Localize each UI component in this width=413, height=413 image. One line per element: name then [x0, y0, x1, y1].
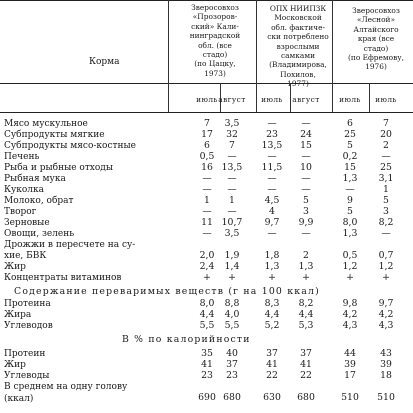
feed-row-value: 24	[300, 129, 312, 140]
calorie-row-label: Углеводы	[4, 371, 50, 381]
feed-row-value: —	[267, 118, 277, 129]
section-heading-calorie: В % по калорийности	[122, 334, 251, 345]
feed-row-value: 2,4	[199, 261, 215, 272]
feed-row-value: 2,0	[199, 250, 215, 261]
feed-row-value: +	[382, 272, 390, 283]
feed-row-value: 1,2	[342, 261, 358, 272]
feed-row-value: 20	[380, 129, 392, 140]
feed-row-label: Творог	[4, 207, 37, 217]
feed-row-value: —	[301, 173, 311, 184]
feed-row-label: Печень	[4, 152, 40, 162]
calorie-row-value: 44	[344, 348, 356, 359]
feed-row-value: +	[228, 272, 236, 283]
average-row-value: 680	[223, 392, 241, 403]
feed-row-label: Субпродукты мягкие	[4, 130, 105, 140]
feed-row-value: —	[301, 228, 311, 239]
digestible-row-value: 4,4	[298, 309, 314, 320]
feed-row-label: Мясо мускульное	[4, 119, 88, 129]
group-header-opkh-niipzk: ОПХ НИИПЗК Московской обл. фактиче- ски потреблено взрослыми самками (Владимирова, Похилов, 1977)	[267, 4, 329, 89]
feed-row-value: 1,3	[298, 261, 314, 272]
average-row-value: 510	[341, 392, 359, 403]
feed-row-value: +	[346, 272, 354, 283]
calorie-row-value: 41	[266, 359, 278, 370]
horizontal-rule-0	[0, 0, 413, 1]
feed-row-value: 9	[347, 195, 353, 206]
feed-row-value: 3	[303, 206, 309, 217]
feed-row-label: Субпродукты мясо-костные	[4, 141, 136, 151]
feed-row-value: 0,5	[199, 151, 215, 162]
feed-row-value: 23	[266, 129, 278, 140]
calorie-row-value: 17	[344, 370, 356, 381]
feed-row-value: 13,5	[261, 140, 283, 151]
feed-row-value: 13,5	[221, 162, 243, 173]
feed-row-value: 10	[300, 162, 312, 173]
average-row-value: 630	[263, 392, 281, 403]
feed-row-value: —	[301, 118, 311, 129]
feed-row-value: 3,1	[378, 173, 394, 184]
feed-row-value: 1,3	[342, 173, 358, 184]
feed-row-label: Дрожжи в пересчете на су-	[4, 240, 136, 250]
feed-row-value: —	[227, 206, 237, 217]
feed-row-value: 3	[383, 206, 389, 217]
feed-row-label: Рыбная мука	[4, 174, 66, 184]
feed-row-value: —	[202, 228, 212, 239]
feed-row-label: Молоко, обрат	[4, 196, 74, 206]
feed-row-value: 15	[300, 140, 312, 151]
calorie-row-value: 40	[226, 348, 238, 359]
digestible-row-value: 4,3	[342, 320, 358, 331]
feed-row-value: —	[227, 184, 237, 195]
calorie-row-label: Жир	[4, 360, 26, 370]
horizontal-rule-1	[0, 83, 413, 84]
feed-row-value: 1,4	[224, 261, 240, 272]
digestible-row-value: 4,3	[378, 320, 394, 331]
feed-row-value: —	[301, 184, 311, 195]
feed-row-value: 4,5	[264, 195, 280, 206]
digestible-row-value: 8,8	[224, 298, 240, 309]
feed-row-value: —	[267, 184, 277, 195]
feed-row-label: Концентраты витаминов	[4, 273, 122, 283]
feed-row-value: 3,5	[224, 228, 240, 239]
digestible-row-value: 5,2	[264, 320, 280, 331]
average-row-value: 510	[377, 392, 395, 403]
digestible-row-value: 8,3	[264, 298, 280, 309]
digestible-row-value: 9,7	[378, 298, 394, 309]
feed-row-label: Жир	[4, 262, 26, 272]
calorie-row-value: 37	[300, 348, 312, 359]
feed-row-label: Куколка	[4, 185, 45, 195]
feed-row-value: 3,5	[224, 118, 240, 129]
calorie-row-value: 22	[266, 370, 278, 381]
digestible-row-value: 4,4	[199, 309, 215, 320]
feed-row-value: 0,2	[342, 151, 358, 162]
feed-row-value: 5	[383, 195, 389, 206]
digestible-row-value: 4,0	[224, 309, 240, 320]
calorie-row-value: 37	[226, 359, 238, 370]
feed-row-value: +	[302, 272, 310, 283]
feed-row-value: —	[345, 184, 355, 195]
digestible-row-label: Протеина	[4, 299, 51, 309]
calorie-row-value: 41	[201, 359, 213, 370]
feed-row-value: 1	[229, 195, 235, 206]
digestible-row-value: 5,3	[298, 320, 314, 331]
digestible-row-value: 8,2	[298, 298, 314, 309]
feed-row-value: —	[202, 206, 212, 217]
calorie-row-value: 18	[380, 370, 392, 381]
digestible-row-value: 5,5	[224, 320, 240, 331]
calorie-row-value: 39	[380, 359, 392, 370]
feed-row-value: 1,3	[342, 228, 358, 239]
feed-row-value: 8,2	[378, 217, 394, 228]
section-heading-digestible: Содержание переваримых веществ (г на 100 ккал)	[14, 286, 320, 297]
feed-row-value: 25	[344, 129, 356, 140]
feed-row-value: 7	[204, 118, 210, 129]
horizontal-rule-2	[0, 112, 413, 113]
group-header-lesnoy: Зверосовхоз «Лесной» Алтайского края (все стадо) (по Ефремову, 1976)	[348, 6, 404, 72]
average-label-unit: (ккал)	[4, 394, 34, 404]
feed-row-value: —	[227, 151, 237, 162]
feed-row-value: —	[267, 228, 277, 239]
feed-row-value: 7	[383, 118, 389, 129]
feed-row-label: Овощи, зелень	[4, 229, 75, 239]
calorie-row-value: 37	[266, 348, 278, 359]
feed-row-value: 6	[204, 140, 210, 151]
feed-row-value: 5	[347, 206, 353, 217]
feed-row-value: 6	[347, 118, 353, 129]
feed-row-value: 11,5	[261, 162, 283, 173]
feed-row-value: —	[267, 151, 277, 162]
feed-row-value: 2	[383, 140, 389, 151]
group-header-prozorovsky: Зверосовхоз «Прозоров- ский» Кали- нинградской обл. (все стадо) (по Цацку, 1973)	[189, 3, 241, 78]
digestible-row-value: 5,5	[199, 320, 215, 331]
feed-row-value: 9,9	[298, 217, 314, 228]
feed-row-value: 16	[201, 162, 213, 173]
calorie-row-value: 23	[226, 370, 238, 381]
feed-row-value: 1,9	[224, 250, 240, 261]
month-header: июль	[261, 95, 283, 104]
feed-row-value: 11	[201, 217, 213, 228]
feed-row-value: 4	[269, 206, 275, 217]
feed-row-value: 2	[303, 250, 309, 261]
feed-row-value: +	[203, 272, 211, 283]
feed-row-value: 5	[347, 140, 353, 151]
digestible-row-label: Жира	[4, 310, 32, 320]
feed-row-label: Рыба и рыбные отходы	[4, 163, 114, 173]
month-header: июль	[339, 95, 361, 104]
month-header: июль	[375, 95, 397, 104]
feed-row-value: 0,5	[342, 250, 358, 261]
feed-column-header: Корма	[89, 57, 120, 67]
feed-row-value: 9,7	[264, 217, 280, 228]
digestible-row-label: Углеводов	[4, 321, 53, 331]
feed-row-value: 32	[226, 129, 238, 140]
month-header: август	[292, 95, 320, 104]
digestible-row-value: 4,4	[264, 309, 280, 320]
calorie-row-label: Протеин	[4, 349, 46, 359]
feed-row-value: 1,8	[264, 250, 280, 261]
digestible-row-value: 8,0	[199, 298, 215, 309]
feed-row-value: 25	[380, 162, 392, 173]
feed-row-label: хие, БВК	[4, 251, 47, 261]
feed-row-value: —	[381, 151, 391, 162]
feed-row-label: Зерновые	[4, 218, 50, 228]
digestible-row-value: 9,8	[342, 298, 358, 309]
feed-row-value: 8,0	[342, 217, 358, 228]
digestible-row-value: 4,2	[378, 309, 394, 320]
month-header: август	[218, 95, 246, 104]
feed-row-value: —	[202, 173, 212, 184]
calorie-row-value: 22	[300, 370, 312, 381]
feed-row-value: 1	[204, 195, 210, 206]
feed-row-value: 1	[383, 184, 389, 195]
month-header: июль	[196, 95, 218, 104]
feed-row-value: 15	[344, 162, 356, 173]
calorie-row-value: 41	[300, 359, 312, 370]
calorie-row-value: 43	[380, 348, 392, 359]
average-row-value: 680	[297, 392, 315, 403]
feed-row-value: 1,3	[264, 261, 280, 272]
feed-row-value: —	[301, 151, 311, 162]
calorie-row-value: 39	[344, 359, 356, 370]
average-row-value: 690	[198, 392, 216, 403]
average-label: В среднем на одну голову	[4, 382, 128, 392]
feed-row-value: —	[227, 173, 237, 184]
feed-row-value: 5	[303, 195, 309, 206]
feed-row-value: 1,2	[378, 261, 394, 272]
feed-row-value: 0,7	[378, 250, 394, 261]
feed-row-value: 17	[201, 129, 213, 140]
feed-row-value: —	[267, 173, 277, 184]
calorie-row-value: 35	[201, 348, 213, 359]
feed-row-value: —	[202, 184, 212, 195]
feed-row-value: 10,7	[221, 217, 243, 228]
feed-row-value: +	[268, 272, 276, 283]
feed-row-value: —	[381, 228, 391, 239]
calorie-row-value: 23	[201, 370, 213, 381]
feed-row-value: 7	[229, 140, 235, 151]
digestible-row-value: 4,2	[342, 309, 358, 320]
